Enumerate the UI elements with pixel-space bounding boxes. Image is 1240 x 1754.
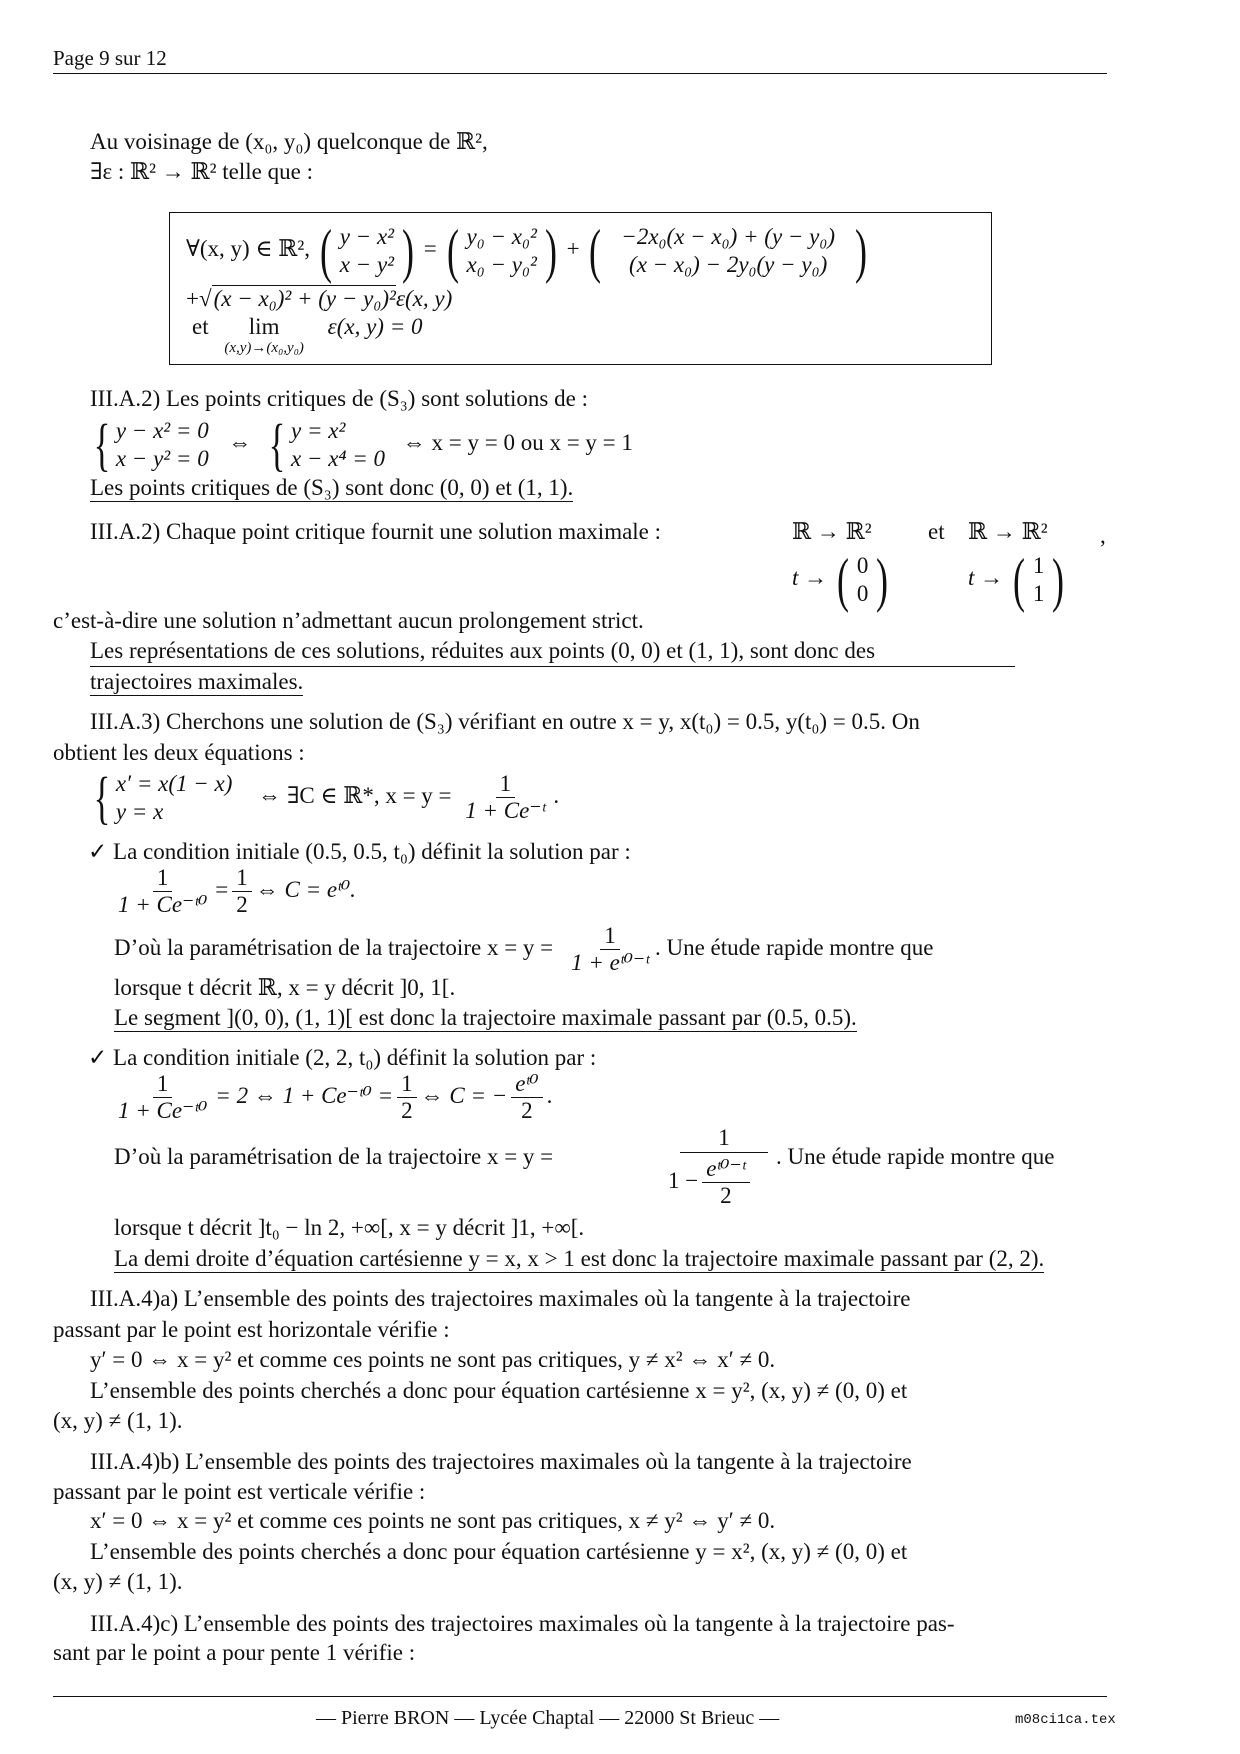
c1-eq: = [215,877,229,902]
equals-sign: = [423,236,437,261]
vec3-row1: −2x₀(x − x₀) + (y − y₀) [621,223,836,249]
lim-expression: ε(x, y) = 0 [327,314,423,339]
a2-conclusion [90,474,573,502]
a4a-line-3: y′ = 0 ⇔ x = y² et comme ces points ne sont pas critiques, y ≠ x² ⇔ x′ ≠ 0. [90,1347,776,1372]
a4b-line-2: passant par le point est verticale vérifie : [53,1479,426,1504]
c2-conclusion-text: La demi droite d’équation cartésienne y = x, x > 1 est donc la trajectoire maximale passant par (2, 2). [114,1246,1045,1271]
taylor-equation [186,217,871,284]
check-icon: ✓ [88,839,108,864]
a2-result: ⇔ x = y = 0 ou x = y = 1 [402,430,633,455]
case-2-line-3: lorsque t décrit ]t₀ − ln 2, +∞[, x = y décrit ]1, +∞[. [114,1215,585,1240]
c2-pf [668,1124,768,1209]
c2-f2-den: 2 [401,1098,413,1124]
c1-param-text: D’où la paramétrisation de la trajectoire x = y = [114,935,554,960]
c2-mid: = 2 ⇔ 1 + Ce⁻ᵗ⁰ = [215,1083,394,1108]
c1-pf-den: 1 + eᵗ⁰⁻ᵗ [571,950,649,976]
c2-pf-inner-den: 2 [720,1183,732,1209]
footer-filename: m08ci1ca.tex [1015,1712,1116,1728]
check-icon: ✓ [88,1045,108,1070]
t-map-2: t → [968,565,1004,590]
c1-f1-den: 1 + Ce⁻ᵗ⁰ [118,892,208,918]
vec3-row2: (x − x₀) − 2y₀(y − y₀) [629,251,828,277]
header-rule [53,73,1107,74]
page-number: Page 9 sur 12 [53,46,167,70]
a3-title: III.A.3) Cherchons une solution de (S₃) vérifiant en outre x = y, x(t₀) = 0.5, y(t₀) = 0.5. On [90,709,920,734]
case-2-equation [114,1068,552,1124]
a4a-line-5: (x, y) ≠ (1, 1). [53,1408,183,1433]
sys2-eq2: x − x⁴ = 0 [291,445,386,471]
lim-subscript: (x,y)→(x₀,y₀) [224,340,304,356]
c1-f1-num: 1 [153,865,173,892]
vec-1-row1: 1 [1032,552,1045,578]
map-1: ℝ → ℝ² [792,519,872,544]
vec-0-row2: 0 [856,580,869,606]
a3-equiv: ⇔ ∃C ∈ ℝ*, x = y = [258,783,452,808]
case-1-equation [114,862,356,918]
c1-conclusion-text: Le segment ](0, 0), (1, 1)[ est donc la trajectoire maximale passant par (0.5, 0.5). [114,1005,857,1030]
c2-dot: . [546,1083,553,1108]
a3-sys-eq2: y = x [115,798,164,824]
case-2-text: La condition initiale (2, 2, t₀) définit la solution par : [113,1045,597,1070]
a4a-line-4: L’ensemble des points cherchés a donc pour équation cartésienne x = y², (x, y) ≠ (0, 0) et [90,1378,908,1403]
sys2-eq1: y = x² [291,417,346,443]
a3-line-2: obtient les deux équations : [53,740,305,765]
c2-f2-num: 1 [397,1071,417,1098]
c1-param-end: . Une étude rapide montre que [654,935,934,960]
c2-pf-den-pre: 1 − [668,1168,699,1193]
sys1-eq1: y − x² = 0 [115,417,209,443]
c2-mid2: ⇔ C = − [420,1083,508,1108]
vec2-row2: x₀ − y₀² [466,251,537,277]
footer-author: — Pierre BRON — Lycée Chaptal — 22000 St Brieuc — [316,1707,780,1729]
c1-pf-num: 1 [600,923,620,950]
vector-1: ( y − x² x − y² ) [319,217,415,284]
a4c-line-2: sant par le point a pour pente 1 vérifie : [53,1640,416,1665]
a2b-conclusion-1: Les représentations de ces solutions, réduites aux points (0, 0) et (1, 1), sont donc des [90,637,1015,667]
vector-2: ( y₀ − x₀² x₀ − y₀² ) [446,217,557,284]
a4b-line-3: x′ = 0 ⇔ x = y² et comme ces points ne sont pas critiques, x ≠ y² ⇔ y′ ≠ 0. [90,1508,776,1533]
a3-frac-den: 1 + Ce⁻ᵗ [465,798,546,824]
a4a-line-1: III.A.4)a) L’ensemble des points des trajectoires maximales où la tangente à la trajectoire [90,1286,911,1311]
equiv-sign: ⇔ [228,430,252,455]
a3-system: { x′ = x(1 − x) y = x ⇔ ∃C ∈ ℝ*, x = y = $\frac{1}{\text{1 + Ce⁻ᵗ}}$ . [93,764,560,830]
case-1-line-3: lorsque t décrit ℝ, x = y décrit ]0, 1[. [114,975,456,1000]
case-2-conclusion [114,1245,1044,1273]
c2-f1-num: 1 [153,1071,173,1098]
t-map-1: t → [792,565,828,590]
c2-f3-num: eᵗ⁰ [511,1071,542,1098]
taylor-box [169,212,992,365]
a2-conclusion-text: Les points critiques de (S₃) sont donc (0, 0) et (1, 1). [90,475,574,500]
solution-2: t → ( 1 1 ) [968,546,1065,613]
a2b-title: III.A.2) Chaque point critique fournit une solution maximale : [90,519,662,544]
sqrt-term [186,285,452,313]
a4b-line-4: L’ensemble des points cherchés a donc pour équation cartésienne y = x², (x, y) ≠ (0, 0) et [90,1539,908,1564]
intro-line-2: ∃ε : ℝ² → ℝ² telle que : [90,159,313,184]
c1-f2-num: 1 [232,865,252,892]
a2b-comma: , [1100,523,1106,548]
intro-line-1: Au voisinage de (x₀, y₀) quelconque de ℝ², [90,129,488,154]
c1-result: ⇔ C = eᵗ⁰. [255,877,356,902]
case-1-text: La condition initiale (0.5, 0.5, t₀) définit la solution par : [113,839,631,864]
a4a-line-2: passant par le point est horizontale vérifie : [53,1317,450,1342]
a4c-line-1: III.A.4)c) L’ensemble des points des trajectoires maximales où la tangente à la trajectoire pas- [90,1611,955,1636]
vec2-row1: y₀ − x₀² [466,223,537,249]
lim-text: lim [248,314,280,339]
a3-dot: . [553,783,560,808]
case-1-conclusion [114,1004,857,1032]
vec-1-row2: 1 [1032,580,1045,606]
a2b-conclusion-2-text: trajectoires maximales. [90,669,304,694]
vec-0-row1: 0 [856,552,869,578]
c2-f1-den: 1 + Ce⁻ᵗ⁰ [118,1098,208,1124]
sqrt-radicand: (x − x₀)² + (y − y₀)² [213,286,396,311]
forall-text: ∀(x, y) ∈ ℝ², [186,236,310,261]
c2-pf-num: 1 [680,1124,768,1153]
a3-sys-eq1: x′ = x(1 − x) [115,770,233,796]
a4b-line-1: III.A.4)b) L’ensemble des points des trajectoires maximales où la tangente à la trajectoire [90,1449,912,1474]
vec1-row1: y − x² [339,223,395,249]
a2b-line-2: c’est-à-dire une solution n’admettant aucun prolongement strict. [53,608,644,633]
a3-frac-num: 1 [496,771,516,798]
a2b-conclusion-2 [90,668,303,696]
c2-pf-den [668,1153,768,1209]
a2b-et: et [928,519,945,544]
c2-f3-den: 2 [521,1098,533,1124]
c2-param-end: . Une étude rapide montre que [776,1144,1055,1169]
vec1-row2: x − y² [339,251,395,277]
case-1-param [114,920,933,976]
vector-3: ( −2x₀(x − x₀) + (y − y₀) (x − x₀) − 2y₀(y − y₀) ) [589,217,868,284]
map-2: ℝ → ℝ² [968,519,1048,544]
c2-pf-inner-num: eᵗ⁰⁻ᵗ [702,1156,749,1183]
a2-system: { y − x² = 0 x − y² = 0 ⇔ { y = x² x − x⁴ = 0 ⇔ x = y = 0 ou x = y = 1 [93,411,633,477]
epsilon-term: ε(x, y) [395,286,453,311]
sqrt-prefix: +√ [186,286,212,311]
limit-line [192,313,422,355]
sys1-eq2: x − y² = 0 [115,445,209,471]
et-text: et [192,314,209,339]
c1-f2-den: 2 [236,892,248,918]
a2-title: III.A.2) Les points critiques de (S₃) sont solutions de : [90,386,588,411]
footer-rule [53,1696,1107,1697]
a4b-line-5: (x, y) ≠ (1, 1). [53,1569,183,1594]
solution-1: t → ( 0 0 ) [792,546,889,613]
case-2-param: D’où la paramétrisation de la trajectoire x = y = [114,1144,554,1169]
plus-sign: + [566,236,580,261]
